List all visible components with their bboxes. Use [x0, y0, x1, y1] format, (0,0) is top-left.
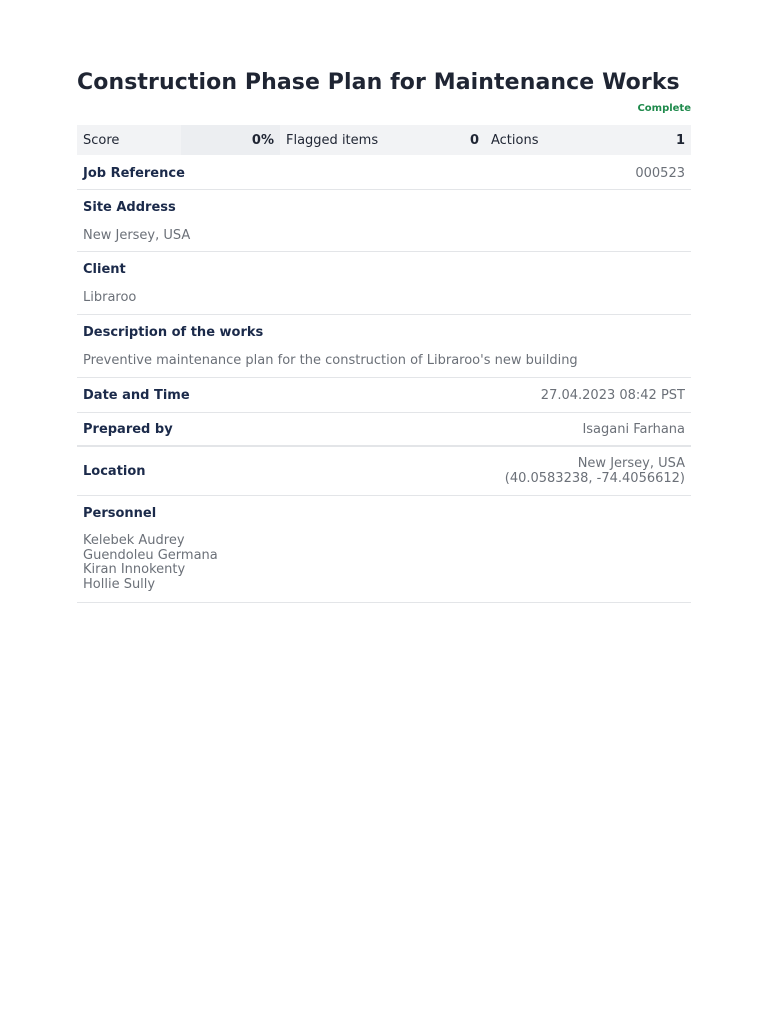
- description-row: [77, 315, 691, 378]
- site-address-label: Site Address: [83, 200, 176, 215]
- prepared-by-label: Prepared by: [83, 421, 173, 437]
- personnel-label: Personnel: [83, 506, 157, 521]
- description-label: Description of the works: [83, 325, 264, 340]
- page-title: Construction Phase Plan for Maintenance Works: [77, 70, 680, 95]
- report-fields: [77, 157, 691, 603]
- location-coordinates: (40.0583238, -74.4056612): [504, 471, 685, 486]
- personnel-name: Guendoleu Germana: [83, 547, 218, 563]
- score-value: 0%: [181, 125, 280, 155]
- job-reference-row: [77, 157, 691, 190]
- location-value: [505, 456, 685, 486]
- job-reference-label: Job Reference: [83, 165, 185, 181]
- location-place: New Jersey, USA: [577, 456, 685, 471]
- personnel-row: [77, 496, 691, 603]
- prepared-by-value: Isagani Farhana: [582, 421, 685, 437]
- personnel-name: Hollie Sully: [83, 576, 156, 592]
- job-reference-value: 000523: [635, 165, 685, 181]
- date-time-label: Date and Time: [83, 387, 190, 403]
- client-row: [77, 252, 691, 315]
- personnel-name: Kiran Innokenty: [83, 562, 186, 577]
- actions-value[interactable]: 1: [675, 132, 685, 148]
- client-label: Client: [83, 262, 126, 277]
- score-label: Score: [83, 132, 120, 148]
- client-value: Libraroo: [83, 290, 137, 305]
- description-value: Preventive maintenance plan for the construction of Libraroo's new building: [83, 353, 578, 368]
- flagged-items-label: Flagged items: [286, 132, 379, 148]
- location-label: Location: [83, 463, 146, 479]
- personnel-list: [83, 521, 685, 602]
- site-address-row: [77, 190, 691, 252]
- prepared-by-row: [77, 413, 691, 447]
- location-row: [77, 447, 691, 496]
- site-address-value: New Jersey, USA: [83, 228, 191, 243]
- summary-stats-bar: [77, 125, 691, 155]
- flagged-items-value: 0: [469, 132, 479, 148]
- status-badge: Complete: [637, 103, 691, 114]
- actions-label[interactable]: Actions: [491, 132, 539, 148]
- date-time-value: 27.04.2023 08:42 PST: [540, 387, 685, 403]
- date-time-row: [77, 378, 691, 413]
- personnel-name: Kelebek Audrey: [83, 533, 185, 548]
